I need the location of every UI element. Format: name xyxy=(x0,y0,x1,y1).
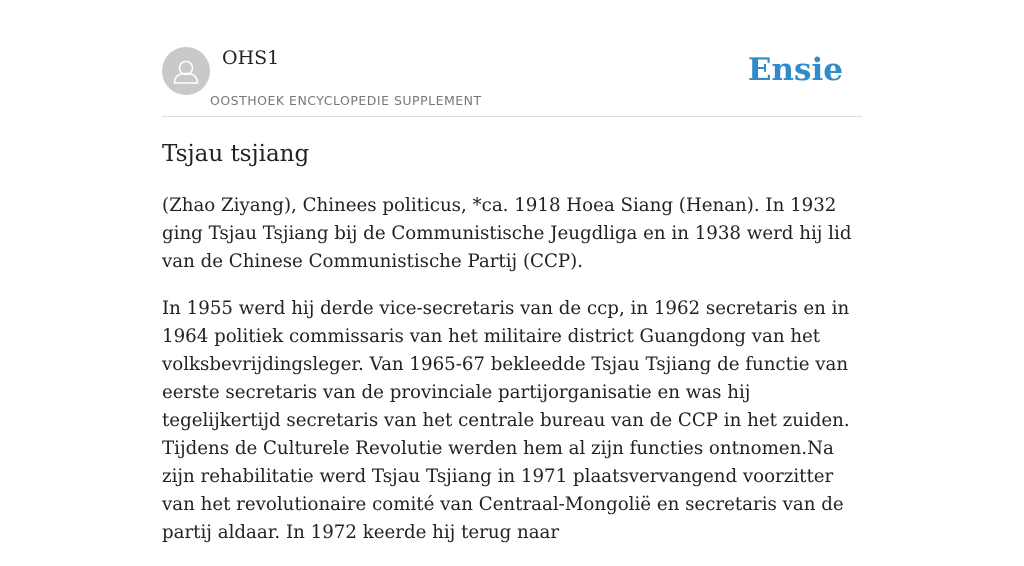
article-title: Tsjau tsjiang xyxy=(162,141,310,167)
user-icon[interactable] xyxy=(162,47,210,95)
brand-logo[interactable]: Ensie xyxy=(747,52,843,88)
article-page xyxy=(162,0,862,543)
source-label[interactable]: OOSTHOEK ENCYCLOPEDIE SUPPLEMENT xyxy=(210,93,482,108)
author-name[interactable]: OHS1 xyxy=(222,47,280,69)
article-header xyxy=(162,0,862,117)
article-paragraph: In 1955 werd hij derde vice-secretaris van de ccp, in 1962 secretaris en in 1964 politiek commissaris van het militaire district Guangdong van het volksbevrijdingsleger. Van 1965-67 bekleedde Tsjau Tsjiang de functie van eerste secretaris van de provinciale partijorganisatie en was hij tegelijkertijd secretaris van het centrale bureau van de CCP in het zuiden. Tijdens de Culturele Revolutie werden hem al zijn functies ontnomen.Na zijn rehabilitatie werd Tsjau Tsjiang in 1971 plaatsvervangend voorzitter van het revolutionaire comité van Centraal-Mongolië en secretaris van de partij aldaar. In 1972 keerde hij terug naar xyxy=(162,298,850,543)
article-body xyxy=(162,192,862,566)
article-paragraph: (Zhao Ziyang), Chinees politicus, *ca. 1918 Hoea Siang (Henan). In 1932 ging Tsjau Tsjiang bij de Communistische Jeugdliga en in 1938 werd hij lid van de Chinese Communistische Partij (CCP). xyxy=(162,195,852,272)
